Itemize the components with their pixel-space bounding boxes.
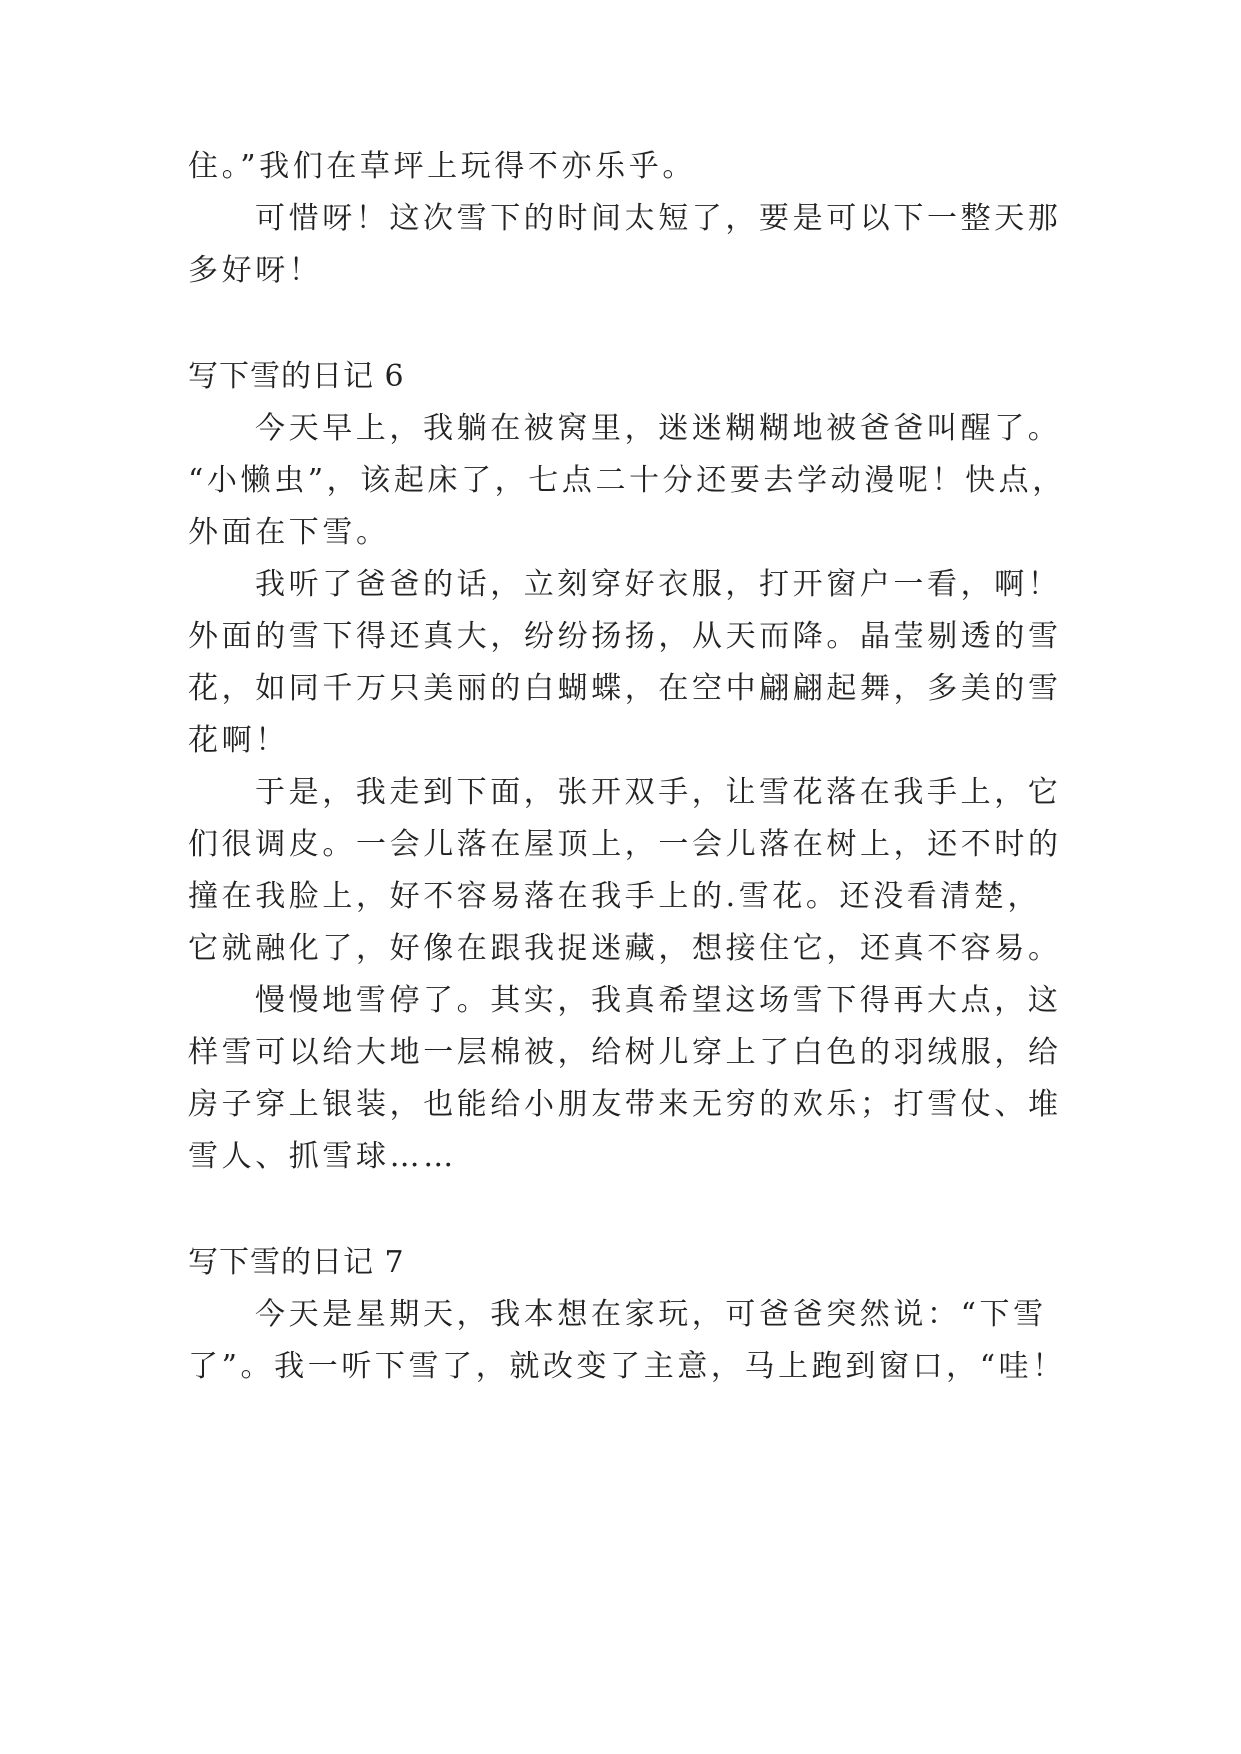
text-line: 雪人、抓雪球…… bbox=[188, 1139, 457, 1174]
text-line: 今天是星期天，我本想在家玩，可爸爸突然说：“下雪 bbox=[255, 1297, 1047, 1332]
text-line: 撞在我脸上，好不容易落在我手上的.雪花。还没看清楚， bbox=[188, 879, 1042, 914]
text-line: “小懒虫”，该起床了，七点二十分还要去学动漫呢！快点， bbox=[188, 463, 1066, 498]
text-line: 它就融化了，好像在跟我捉迷藏，想接住它，还真不容易。 bbox=[188, 931, 1062, 966]
text-line: 可惜呀！这次雪下的时间太短了，要是可以下一整天那 bbox=[255, 201, 1062, 236]
text-line: 们很调皮。一会儿落在屋顶上，一会儿落在树上，还不时的 bbox=[188, 827, 1062, 862]
text-line: 我听了爸爸的话，立刻穿好衣服，打开窗户一看，啊！ bbox=[255, 567, 1062, 602]
text-line: 慢慢地雪停了。其实，我真希望这场雪下得再大点，这 bbox=[255, 983, 1062, 1018]
section-heading: 写下雪的日记 6 bbox=[188, 359, 405, 394]
text-line: 外面的雪下得还真大，纷纷扬扬，从天而降。晶莹剔透的雪 bbox=[188, 619, 1062, 654]
section-heading: 写下雪的日记 7 bbox=[188, 1245, 405, 1280]
text-line: 花，如同千万只美丽的白蝴蝶，在空中翩翩起舞，多美的雪 bbox=[188, 671, 1062, 706]
text-line: 于是，我走到下面，张开双手，让雪花落在我手上，它 bbox=[255, 775, 1062, 810]
text-line: 外面在下雪。 bbox=[188, 515, 390, 550]
text-line: 花啊！ bbox=[188, 723, 289, 758]
text-line: 房子穿上银装，也能给小朋友带来无穷的欢乐；打雪仗、堆 bbox=[188, 1087, 1062, 1122]
text-line: 住。”我们在草坪上玩得不亦乐乎。 bbox=[188, 149, 696, 184]
text-line: 今天早上，我躺在被窝里，迷迷糊糊地被爸爸叫醒了。 bbox=[255, 411, 1062, 446]
text-line: 多好呀！ bbox=[188, 253, 323, 288]
text-line: 样雪可以给大地一层棉被，给树儿穿上了白色的羽绒服，给 bbox=[188, 1035, 1062, 1070]
text-line: 了”。我一听下雪了，就改变了主意，马上跑到窗口，“哇！ bbox=[188, 1349, 1066, 1384]
